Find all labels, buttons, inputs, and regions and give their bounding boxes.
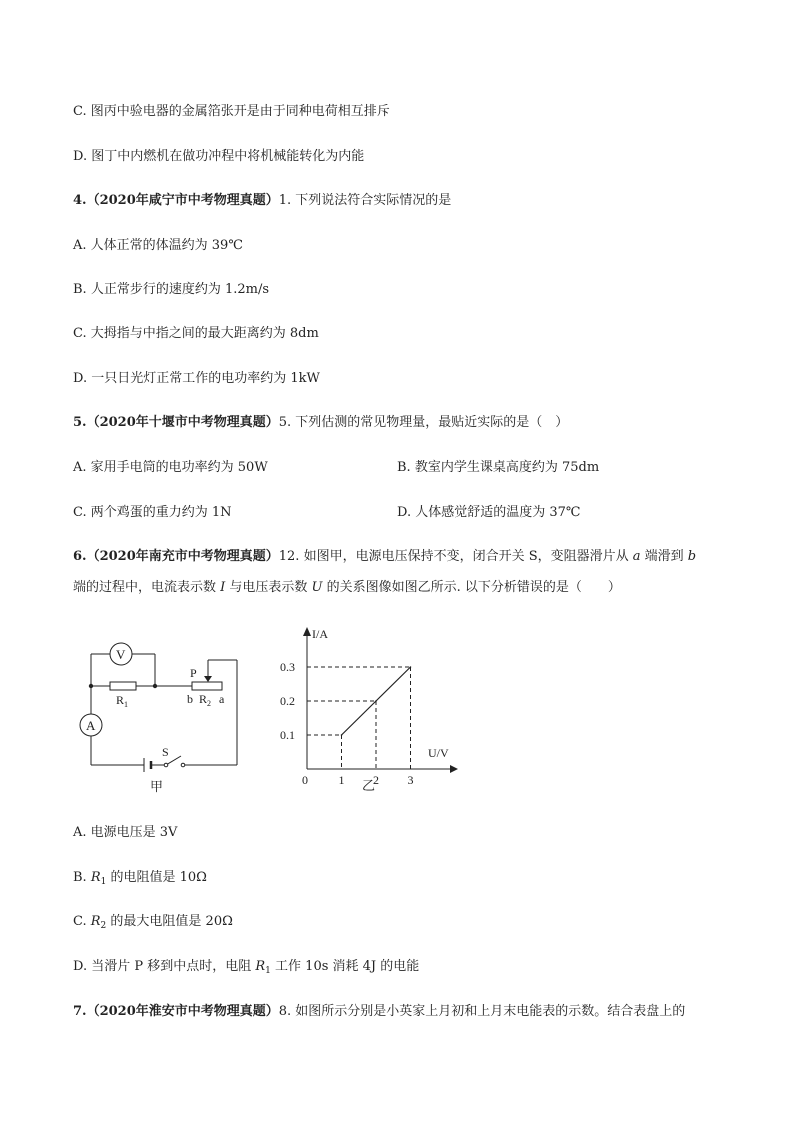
var-b: b	[687, 549, 697, 564]
y-axis-label: I/A	[312, 627, 328, 641]
question-6-option-b: B. $R_1$ 的电阻值是 10Ω	[73, 870, 207, 887]
y-tick-label: 0.2	[280, 694, 295, 708]
var-I: I	[220, 580, 226, 595]
question-7-source: 7.（2020年淮安市中考物理真题）	[73, 1004, 279, 1019]
question-6-text-part: 与电压表示数	[225, 580, 312, 595]
y-tick-label: 0.1	[280, 728, 295, 742]
ammeter-label: A	[86, 718, 96, 733]
y-axis-arrow	[303, 627, 311, 636]
question-6-option-c: C. $R_2$ 的最大电阻值是 20Ω	[73, 914, 233, 931]
end-b-label: b	[187, 692, 193, 706]
question-4-option-a: A. 人体正常的体温约为 39℃	[73, 238, 243, 253]
question-4-option-d: D. 一只日光灯正常工作的电功率约为 1kW	[73, 371, 320, 386]
slider-label: P	[190, 666, 197, 680]
question-6-text-part: 12. 如图甲，电源电压保持不变，闭合开关 S，变阻器滑片从	[278, 549, 633, 564]
question-6-text-part: 的关系图像如图乙所示. 以下分析错误的是（ ）	[322, 580, 621, 595]
question-6-option-a: A. 电源电压是 3V	[73, 825, 178, 840]
x-tick-label: 1	[338, 773, 345, 787]
question-4-option-b: B. 人正常步行的速度约为 1.2m/s	[73, 282, 270, 297]
data-point	[410, 666, 412, 668]
question-4-source: 4.（2020年咸宁市中考物理真题）	[73, 193, 279, 208]
option-d-line: D. 图丁中内燃机在做功冲程中将机械能转化为内能	[73, 149, 365, 164]
question-6-text-part: 端的过程中，电流表示数	[73, 580, 221, 595]
voltmeter-label: V	[116, 647, 126, 662]
var-U: U	[311, 580, 323, 595]
question-6-source: 6.（2020年南充市中考物理真题）	[73, 549, 279, 564]
question-5-option-a: A. 家用手电筒的电功率约为 50W	[73, 460, 268, 475]
x-tick-label: 3	[407, 773, 414, 787]
question-5-option-b: B. 教室内学生课桌高度约为 75dm	[397, 460, 600, 475]
y-tick-label: 0.3	[280, 660, 295, 674]
question-4-text: 1. 下列说法符合实际情况的是	[278, 193, 452, 208]
question-6-text-part: 端滑到	[640, 549, 688, 564]
rheostat-r2	[192, 682, 222, 690]
x-axis-label: U/V	[428, 746, 449, 760]
question-4-option-c: C. 大拇指与中指之间的最大距离约为 8dm	[73, 326, 319, 341]
switch-label: S	[162, 745, 169, 759]
graph-caption: 乙	[362, 778, 376, 793]
circuit-diagram	[70, 628, 250, 798]
question-4-stem	[73, 192, 451, 210]
question-7-stem	[73, 1003, 685, 1021]
question-5-source: 5.（2020年十堰市中考物理真题）	[73, 415, 279, 430]
x-axis-arrow	[450, 765, 458, 773]
var-a: a	[632, 549, 641, 564]
question-5-stem	[73, 414, 568, 432]
resistor-r1	[110, 682, 136, 690]
question-7-text: 8. 如图所示分别是小英家上月初和上月末电能表的示数。结合表盘上的	[278, 1004, 686, 1019]
end-a-label: a	[219, 692, 225, 706]
r2-label: $R_2$	[199, 692, 212, 708]
question-5-option-d: D. 人体感觉舒适的温度为 37℃	[397, 505, 581, 520]
x-tick-label: 2	[373, 773, 379, 787]
question-6-stem-line1	[73, 548, 696, 566]
question-6-stem-line2	[73, 579, 621, 597]
i-u-graph	[280, 622, 480, 802]
question-5-text: 5. 下列估测的常见物理量，最贴近实际的是（ ）	[278, 415, 569, 430]
data-point	[341, 734, 343, 736]
r1-label: $R_1$	[116, 693, 129, 709]
question-6-option-d: D. 当滑片 P 移到中点时，电阻 $R_1$ 工作 10s 消耗 4J 的电能	[73, 959, 420, 976]
option-c-line: C. 图丙中验电器的金属箔张开是由于同种电荷相互排斥	[73, 104, 390, 119]
data-point	[375, 700, 377, 702]
question-5-option-c: C. 两个鸡蛋的重力约为 1N	[73, 505, 232, 520]
circuit-caption: 甲	[150, 779, 164, 794]
origin-label: 0	[302, 773, 308, 787]
